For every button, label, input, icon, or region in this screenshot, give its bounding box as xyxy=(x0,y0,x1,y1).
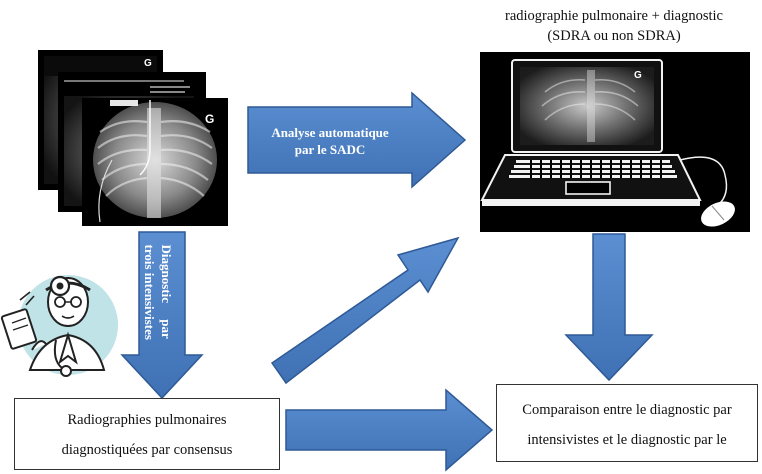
arrow-laptop-to-comparison xyxy=(566,234,652,380)
laptop-xray-marker: G xyxy=(634,70,642,81)
box-comparison-line1: Comparaison entre le diagnostic par xyxy=(522,402,732,418)
box-consensus-radiographs-line2: diagnostiquées par consensus xyxy=(61,442,233,458)
arrow-to-comparison xyxy=(286,390,492,470)
arrow-automatic-analysis-line2: par le SADC xyxy=(294,142,366,157)
arrow-intensivist-diagnosis-line1: Diagnostic par xyxy=(159,244,174,339)
box-consensus-radiographs xyxy=(14,398,280,470)
box-consensus-radiographs-line1: Radiographies pulmonaires xyxy=(67,412,227,428)
xray-marker-front: G xyxy=(205,112,215,126)
box-comparison xyxy=(496,384,758,462)
doctor-illustration xyxy=(1,275,118,376)
xray-marker-back: G xyxy=(144,58,152,69)
laptop xyxy=(480,52,750,232)
arrow-automatic-analysis-label xyxy=(248,124,412,158)
arrow-diagonal-to-laptop xyxy=(272,238,458,383)
xray-stack xyxy=(38,50,228,226)
arrow-intensivist-diagnosis-label xyxy=(141,238,192,368)
laptop-touchpad xyxy=(566,182,610,194)
laptop-caption-line2: (SDRA ou non SDRA) xyxy=(547,28,681,44)
laptop-caption-line1: radiographie pulmonaire + diagnostic xyxy=(505,8,723,24)
laptop-caption xyxy=(470,6,758,46)
arrow-intensivist-diagnosis-line2: trois intensivistes xyxy=(142,244,157,340)
box-comparison-line2: intensivistes et le diagnostic par le xyxy=(527,432,727,448)
arrow-automatic-analysis-line1: Analyse automatique xyxy=(271,125,389,140)
